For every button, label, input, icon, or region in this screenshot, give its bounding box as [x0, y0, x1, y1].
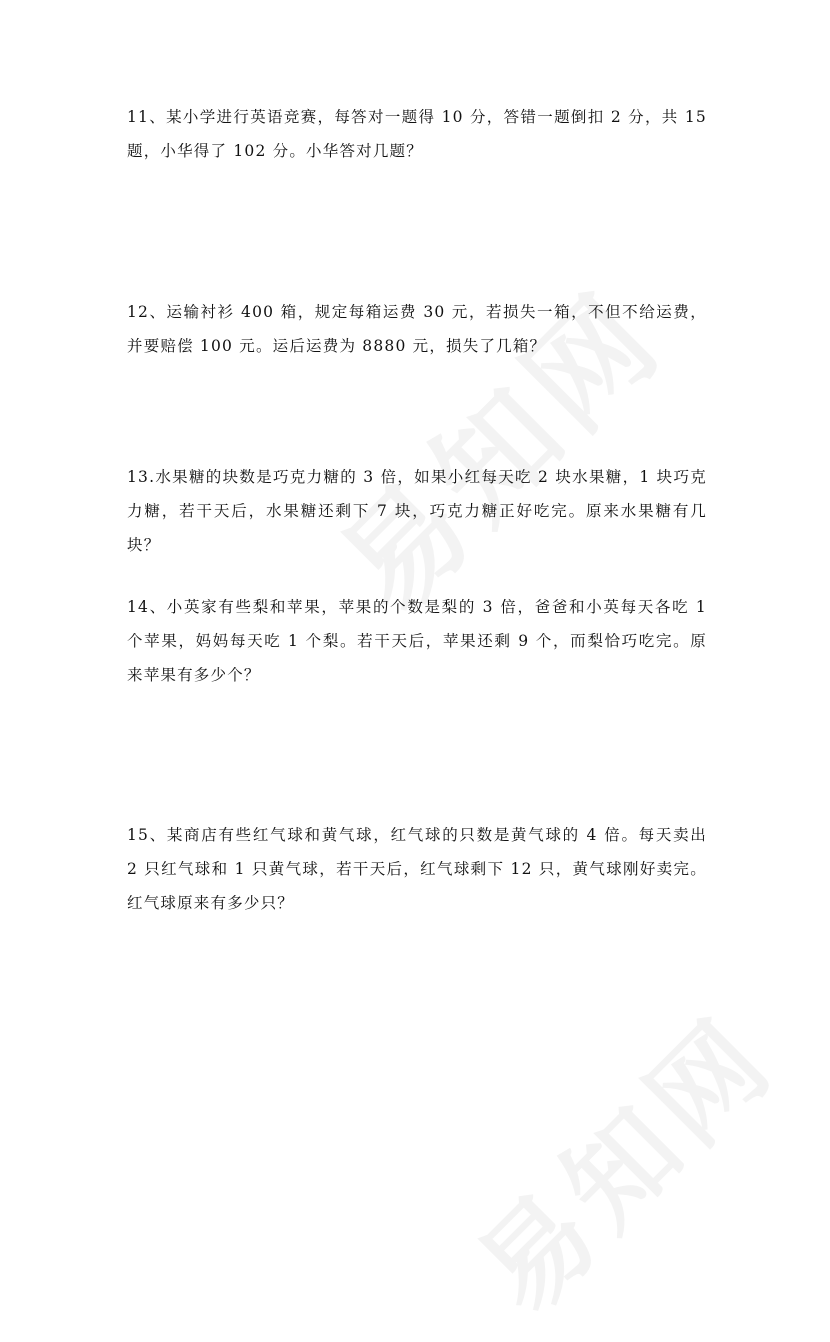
watermark: [437, 976, 803, 1342]
problem-15: [127, 818, 707, 920]
problem-12: [127, 295, 707, 363]
problem-11: [127, 100, 707, 168]
problem-text: 14、小英家有些梨和苹果，苹果的个数是梨的 3 倍，爸爸和小英每天各吃 1 个苹果，妈妈每天吃 1 个梨。若干天后，苹果还剩 9 个，而梨恰巧吃完。原来苹果有多少个？: [127, 598, 707, 684]
problem-13: [127, 460, 707, 562]
problem-text: 15、某商店有些红气球和黄气球，红气球的只数是黄气球的 4 倍。每天卖出 2 只红气球和 1 只黄气球，若干天后，红气球剩下 12 只，黄气球刚好卖完。红气球原来有多少只？: [127, 826, 707, 912]
problem-text: 13.水果糖的块数是巧克力糖的 3 倍，如果小红每天吃 2 块水果糖，1 块巧克力糖，若干天后，水果糖还剩下 7 块，巧克力糖正好吃完。原来水果糖有几块？: [127, 468, 707, 554]
problem-text: 12、运输衬衫 400 箱，规定每箱运费 30 元，若损失一箱，不但不给运费，并要赔偿 100 元。运后运费为 8880 元，损失了几箱？: [127, 303, 707, 355]
problem-14: [127, 590, 707, 692]
problem-text: 11、某小学进行英语竞赛，每答对一题得 10 分，答错一题倒扣 2 分，共 15 题，小华得了 102 分。小华答对几题？: [127, 108, 707, 160]
